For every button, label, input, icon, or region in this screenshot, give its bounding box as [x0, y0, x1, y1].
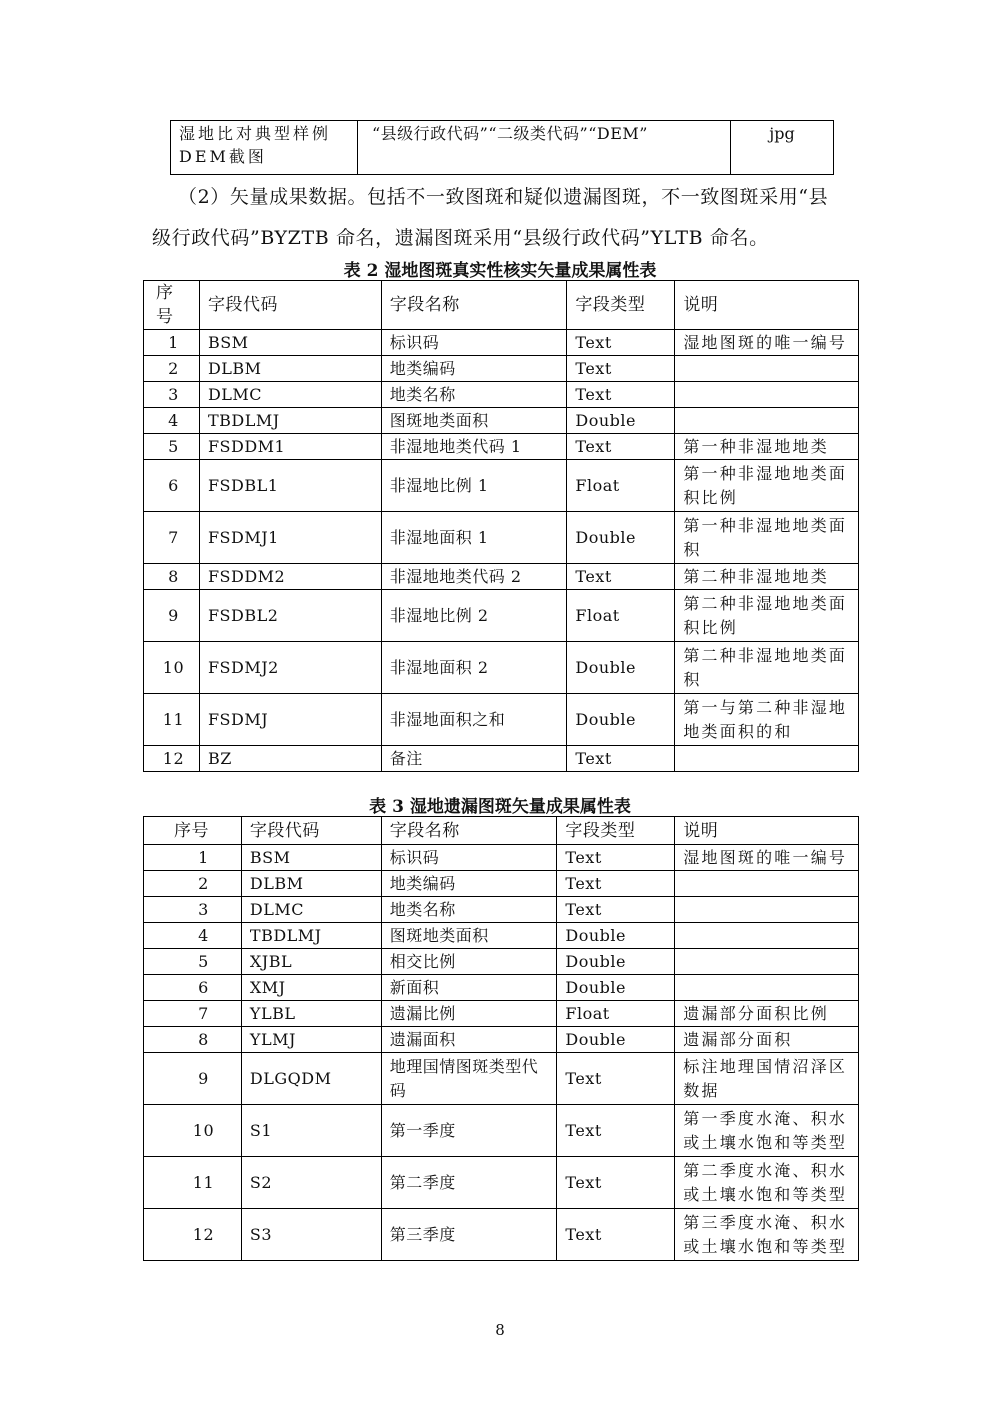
table-row	[144, 590, 859, 642]
table-cell: DLMC	[241, 897, 381, 923]
header-cell: 序号	[144, 281, 200, 330]
table-cell: 遗漏部分面积	[675, 1027, 859, 1053]
table-cell: 10	[144, 1105, 242, 1157]
table-row	[144, 746, 859, 772]
table-cell: 标识码	[381, 330, 567, 356]
table-cell	[675, 356, 859, 382]
table-cell: 8	[144, 564, 200, 590]
table-cell: DLGQDM	[241, 1053, 381, 1105]
table-row	[144, 642, 859, 694]
header-cell: 序号	[144, 817, 242, 845]
table-cell: S2	[241, 1157, 381, 1209]
table-cell: 湿地图斑的唯一编号	[675, 845, 859, 871]
table-cell	[675, 871, 859, 897]
paragraph-line: （2）矢量成果数据。包括不一致图斑和疑似遗漏图斑，不一致图斑采用“县	[178, 186, 829, 208]
table-cell: FSDMJ	[199, 694, 381, 746]
page-number: 8	[495, 1321, 505, 1339]
table-cell: 第一种非湿地地类面积比例	[675, 460, 859, 512]
table-cell: 第二季度水淹、积水或土壤水饱和等类型	[675, 1157, 859, 1209]
table-cell: Text	[557, 897, 675, 923]
table-cell: Text	[557, 1157, 675, 1209]
table-cell: 图斑地类面积	[381, 923, 557, 949]
table-row	[171, 121, 834, 175]
table-cell: 地类名称	[381, 897, 557, 923]
table-cell: TBDLMJ	[241, 923, 381, 949]
table-cell: 5	[144, 434, 200, 460]
table-cell: 第一种非湿地地类	[675, 434, 859, 460]
table-cell: DLBM	[199, 356, 381, 382]
table-row	[144, 897, 859, 923]
table-row	[144, 975, 859, 1001]
table-cell	[675, 382, 859, 408]
table-cell: Float	[567, 590, 675, 642]
header-cell: 字段名称	[381, 817, 557, 845]
table-cell: FSDBL2	[199, 590, 381, 642]
table-cell: 12	[144, 1209, 242, 1261]
table-header-row	[144, 817, 859, 845]
table-cell: 7	[144, 1001, 242, 1027]
table-cell: 9	[144, 1053, 242, 1105]
table-cell: 7	[144, 512, 200, 564]
table-cell: 非湿地地类代码 1	[381, 434, 567, 460]
table-row	[144, 1053, 859, 1105]
table-cell: 相交比例	[381, 949, 557, 975]
top-table	[170, 120, 834, 175]
table-cell: 6	[144, 975, 242, 1001]
table-cell: 地类编码	[381, 356, 567, 382]
table-cell: 新面积	[381, 975, 557, 1001]
table-cell: 3	[144, 897, 242, 923]
table-cell: 遗漏部分面积比例	[675, 1001, 859, 1027]
table-cell: 非湿地面积 1	[381, 512, 567, 564]
table-row	[144, 408, 859, 434]
table-cell: Double	[567, 512, 675, 564]
table-cell: 第一与第二种非湿地地类面积的和	[675, 694, 859, 746]
table-cell: 标识码	[381, 845, 557, 871]
table-cell: 4	[144, 923, 242, 949]
table-row	[144, 871, 859, 897]
table-cell: 11	[144, 694, 200, 746]
table-row	[144, 1027, 859, 1053]
table-cell	[675, 408, 859, 434]
table2-caption: 表 2 湿地图斑真实性核实矢量成果属性表	[343, 261, 657, 281]
table-cell: 9	[144, 590, 200, 642]
header-cell: 字段名称	[381, 281, 567, 330]
table-cell: 第一季度	[381, 1105, 557, 1157]
table-cell: XJBL	[241, 949, 381, 975]
table-cell: 地理国情图斑类型代码	[381, 1053, 557, 1105]
table-row	[144, 845, 859, 871]
table-cell: Double	[567, 642, 675, 694]
table-cell: 4	[144, 408, 200, 434]
table-cell: FSDBL1	[199, 460, 381, 512]
table-cell: 遗漏面积	[381, 1027, 557, 1053]
table-cell: Double	[557, 1027, 675, 1053]
table-cell: 非湿地地类代码 2	[381, 564, 567, 590]
table-cell: Text	[567, 382, 675, 408]
table-row	[144, 330, 859, 356]
table-cell: 6	[144, 460, 200, 512]
table-row	[144, 949, 859, 975]
table-cell: S1	[241, 1105, 381, 1157]
table-cell: Text	[567, 330, 675, 356]
table-row	[144, 1157, 859, 1209]
table-cell: 湿地图斑的唯一编号	[675, 330, 859, 356]
table3-caption: 表 3 湿地遗漏图斑矢量成果属性表	[369, 797, 631, 817]
table-cell: FSDDM2	[199, 564, 381, 590]
table-cell: 非湿地面积之和	[381, 694, 567, 746]
header-cell: 字段代码	[199, 281, 381, 330]
table-row	[144, 382, 859, 408]
table-cell: 1	[144, 330, 200, 356]
table-cell: Text	[557, 845, 675, 871]
header-cell: 说明	[675, 817, 859, 845]
table-cell: 3	[144, 382, 200, 408]
table-cell: 非湿地面积 2	[381, 642, 567, 694]
table-cell: 1	[144, 845, 242, 871]
table-cell: Double	[557, 923, 675, 949]
table-row	[144, 356, 859, 382]
table-cell: Text	[567, 434, 675, 460]
table-header-row	[144, 281, 859, 330]
table-cell: 第一种非湿地地类面积	[675, 512, 859, 564]
table-cell: 第二种非湿地地类	[675, 564, 859, 590]
table-cell: S3	[241, 1209, 381, 1261]
table-row	[144, 460, 859, 512]
table-row	[144, 1105, 859, 1157]
table-cell: 非湿地比例 1	[381, 460, 567, 512]
header-cell: 字段代码	[241, 817, 381, 845]
table-row	[144, 1209, 859, 1261]
table-row	[144, 512, 859, 564]
table-cell: TBDLMJ	[199, 408, 381, 434]
table-cell: 备注	[381, 746, 567, 772]
table-cell: 12	[144, 746, 200, 772]
table-cell: 第三季度	[381, 1209, 557, 1261]
table-cell: 11	[144, 1157, 242, 1209]
table-cell: Text	[567, 564, 675, 590]
table-cell: BZ	[199, 746, 381, 772]
table-cell: Double	[567, 694, 675, 746]
header-cell: 字段类型	[567, 281, 675, 330]
table-cell: 第二种非湿地地类面积	[675, 642, 859, 694]
table-cell: 地类名称	[381, 382, 567, 408]
table-row	[144, 694, 859, 746]
table-cell	[675, 949, 859, 975]
table-cell: YLMJ	[241, 1027, 381, 1053]
table-row	[144, 434, 859, 460]
table-cell: jpg	[731, 121, 834, 175]
table3	[143, 816, 859, 1261]
table-cell: BSM	[199, 330, 381, 356]
table-cell: 10	[144, 642, 200, 694]
table-cell: Double	[557, 949, 675, 975]
table-cell: DLMC	[199, 382, 381, 408]
table2	[143, 280, 859, 772]
table-cell: Double	[567, 408, 675, 434]
table-cell: XMJ	[241, 975, 381, 1001]
table-cell: Text	[557, 1105, 675, 1157]
table-cell	[675, 923, 859, 949]
table-cell: FSDDM1	[199, 434, 381, 460]
table-cell: 5	[144, 949, 242, 975]
table-cell: Float	[557, 1001, 675, 1027]
table-cell: Text	[567, 356, 675, 382]
table-cell: Text	[557, 1053, 675, 1105]
table-cell	[675, 975, 859, 1001]
table-row	[144, 1001, 859, 1027]
table-cell: Text	[557, 1209, 675, 1261]
table-cell: BSM	[241, 845, 381, 871]
table-cell	[675, 897, 859, 923]
table-cell: Text	[557, 871, 675, 897]
table-row	[144, 923, 859, 949]
table-cell: Double	[557, 975, 675, 1001]
table-cell: 8	[144, 1027, 242, 1053]
table-cell: 第三季度水淹、积水或土壤水饱和等类型	[675, 1209, 859, 1261]
header-cell: 说明	[675, 281, 859, 330]
table-cell: “县级行政代码”“二级类代码”“DEM”	[358, 121, 731, 175]
table-cell: Text	[567, 746, 675, 772]
table-cell: FSDMJ1	[199, 512, 381, 564]
table-cell: 2	[144, 871, 242, 897]
table-row	[144, 564, 859, 590]
table-cell: 湿地比对典型样例DEM截图	[171, 121, 358, 175]
paragraph-line: 级行政代码”BYZTB 命名，遗漏图斑采用“县级行政代码”YLTB 命名。	[152, 227, 769, 249]
table-cell: 标注地理国情沼泽区数据	[675, 1053, 859, 1105]
table-cell: 第二季度	[381, 1157, 557, 1209]
table-cell: Float	[567, 460, 675, 512]
table-cell: 第二种非湿地地类面积比例	[675, 590, 859, 642]
table-cell: 遗漏比例	[381, 1001, 557, 1027]
header-cell: 字段类型	[557, 817, 675, 845]
table-cell: 2	[144, 356, 200, 382]
table-cell: DLBM	[241, 871, 381, 897]
table-cell: 非湿地比例 2	[381, 590, 567, 642]
table-cell: 地类编码	[381, 871, 557, 897]
table-cell: 第一季度水淹、积水或土壤水饱和等类型	[675, 1105, 859, 1157]
table-cell	[675, 746, 859, 772]
table-cell: FSDMJ2	[199, 642, 381, 694]
table-cell: YLBL	[241, 1001, 381, 1027]
table-cell: 图斑地类面积	[381, 408, 567, 434]
